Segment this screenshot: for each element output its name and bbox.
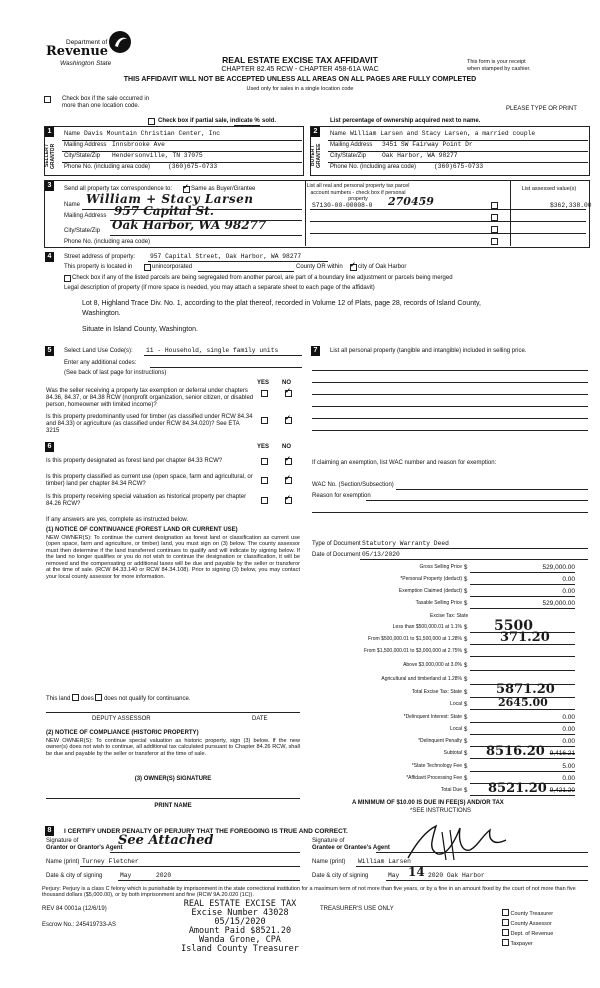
corr-name[interactable]: William + Stacy Larsen [86, 192, 254, 206]
treasurer-stamp [160, 900, 320, 954]
doc-type[interactable]: Statutory Warranty Deed [362, 540, 449, 547]
property-street[interactable]: 957 Capital Street, Oak Harbor, WA 98277 [150, 253, 302, 260]
s5-q1: Was the seller receiving a property tax exemption or deferral under chapters 84.36, 84.37, or 84.38 RCW (nonprofit organization, senior citizen, or disabled person, homeowner with limited income)? [46, 388, 254, 408]
receipt-note-2: when stamped by cashier. [467, 66, 531, 72]
exemption-amount-label: Exemption Claimed (deduct) [398, 588, 462, 594]
does-not-checkbox[interactable] [95, 694, 102, 701]
local-value[interactable]: 2645.00 [498, 696, 548, 709]
print-name-label: PRINT NAME [154, 803, 192, 809]
proc-fee-label: *Affidavit Processing Fee [406, 775, 462, 781]
penalty-row: *Delinquent Penalty $ 0.00 [418, 738, 575, 745]
multi-location-checkbox[interactable] [44, 96, 51, 103]
grantor-date-month[interactable]: May [120, 872, 132, 879]
corr-phone-label: Phone No. (including area code) [64, 239, 151, 245]
parcel-header-1: List all real and personal property tax parcel [306, 183, 410, 189]
s6-q3-yes[interactable] [261, 497, 268, 504]
form-title: REAL ESTATE EXCISE TAX AFFIDAVIT [222, 55, 378, 65]
grantor-name-label: Name (print) [46, 859, 80, 865]
delinq-state-row: *Delinquent Interest: State $ 0.00 [403, 714, 575, 721]
dor-logo-mark [108, 30, 132, 54]
agency-line3: Washington State [60, 60, 112, 67]
s5-q2: Is this property predominantly used for timber (as classified under RCW 84.34 and 84.33) or agriculture (as classified under RCW 84.34.020)? See ETA 3215 [46, 414, 253, 434]
if-any-yes: If any answers are yes, complete as instructed below. [46, 517, 189, 523]
copy-dor: Dept. of Revenue [510, 931, 554, 937]
subtotal-struck: 9,416.21 [549, 750, 575, 757]
parcel-header-2: account numbers - check box if personal property [310, 190, 406, 203]
subtotal-row: Subtotal $ 8516.20 9,416.21 [443, 744, 575, 759]
land-label: This land [46, 696, 71, 702]
grantor-date-year[interactable]: 2020 [156, 872, 172, 879]
corr-name-label: Name [64, 202, 81, 208]
seller-address[interactable]: Innsbrooke Ave [112, 141, 165, 148]
legal-desc-line-3[interactable]: Situate in Island County, Washington. [82, 326, 198, 333]
land-use-code[interactable]: 11 - Household, single family units [146, 347, 279, 354]
s5-q1-yes[interactable] [261, 390, 268, 397]
grantee-name-label: Name (print) [312, 859, 346, 865]
tier2-value[interactable]: 371.20 [500, 630, 550, 645]
grantee-date-month[interactable]: May [388, 872, 400, 879]
corr-city[interactable]: Oak Harbor, WA 98277 [112, 218, 267, 232]
tier1-row: Less than $500,000.01 at 1.1% $ 5500 [310, 624, 590, 634]
seller-name-label: Name [64, 131, 81, 137]
tier1-value[interactable]: 5500 [494, 618, 533, 634]
buyer-phone[interactable]: (360)675-0733 [434, 163, 484, 170]
section-1-badge: 1 [45, 127, 54, 137]
seller-city-label: City/State/Zip [64, 153, 101, 159]
assessed-header: List assessed value(s) [521, 186, 577, 192]
grantee-date-label: Date & city of signing [312, 873, 369, 879]
delinq-state-value[interactable]: 0.00 [562, 714, 575, 721]
total-state-label: Total Excise Tax: State [411, 689, 462, 695]
tier2-row: From $500,000.01 to $1,500,000 at 1.28% $ 371.20 [310, 636, 590, 646]
tier4-row: Above $3,000,000 at 3.0% $ [310, 662, 590, 672]
segregation-label: Check box if any of the listed parcels are being segregated from another parcel, are part of a boundary line adjustment or parcels being merged [72, 275, 453, 281]
copy-dor-checkbox[interactable] [502, 929, 509, 936]
penalty-value[interactable]: 0.00 [562, 738, 575, 745]
land-qualify-label [46, 693, 190, 703]
sold-label: sold. [262, 118, 277, 124]
delinq-state-label: *Delinquent Interest: State [403, 714, 462, 720]
s6-q2-yes[interactable] [261, 477, 268, 484]
s6-q1-yes[interactable] [261, 458, 268, 465]
tier4-label: Above $3,000,000 at 3.0% [403, 662, 462, 668]
see-back-note: (See back of last page for instructions) [64, 370, 167, 376]
proc-fee-value[interactable]: 0.00 [562, 775, 575, 782]
escrow-number: Escrow No.: 245419733-AS [42, 922, 117, 928]
s6-q3: Is this property receiving special valuation as historical property per chapter 84.26 RCW? [46, 494, 247, 507]
unincorporated-checkbox[interactable] [144, 264, 151, 271]
stamp-line-1: REAL ESTATE EXCISE TAX [183, 899, 297, 909]
assessed-value[interactable]: $362,338.00 [550, 202, 592, 209]
additional-codes-label: Enter any additional codes: [64, 360, 137, 366]
dor-logo [44, 30, 134, 72]
exemption-claim-label: If claiming an exemption, list WAC number and reason for exemption: [312, 460, 497, 466]
seller-side-label: SELLER / GRANTOR [44, 143, 56, 169]
partial-sale-checkbox[interactable] [148, 118, 155, 125]
perjury-notice [42, 886, 590, 899]
tech-fee-value[interactable]: 5.00 [562, 763, 575, 770]
seller-city[interactable]: Hendersonville, TN 37075 [112, 152, 203, 159]
segregation-checkbox[interactable] [64, 275, 71, 282]
personal-prop-label: *Personal Property (deduct) [400, 576, 462, 582]
corr-address[interactable]: 957 Capital St. [114, 204, 214, 218]
buyer-address-label: Mailing Address [330, 142, 373, 148]
seller-name[interactable]: Davis Mountain Christian Center, Inc [84, 130, 221, 137]
grantor-signature[interactable]: See Attached [118, 833, 214, 848]
exemption-reason-label: Reason for exemption [312, 493, 371, 499]
gross-price-value[interactable]: 529,000.00 [542, 564, 575, 571]
copy-treasurer: County Treasurer [510, 911, 554, 917]
certify-statement: I CERTIFY UNDER PENALTY OF PERJURY THAT THE FOREGOING IS TRUE AND CORRECT. [64, 828, 348, 835]
buyer-city-label: City/State/Zip [330, 153, 367, 159]
agency-line2: Revenue [46, 44, 109, 59]
parcel-personal-checkbox-3[interactable] [491, 226, 498, 233]
local-row: Local $ 2645.00 [310, 701, 590, 711]
s6-yes-header: YES [257, 444, 270, 450]
excise-state-label: Excise Tax: State [430, 613, 469, 619]
notice2-title: (2) NOTICE OF COMPLIANCE (HISTORIC PROPERTY) [46, 730, 199, 736]
form-number: REV 84 0001a (12/6/19) [42, 906, 107, 912]
form-subtitle: CHAPTER 82.45 RCW - CHAPTER 458-61A WAC [221, 66, 379, 73]
doc-type-label: Type of Document [312, 541, 361, 547]
section-6-badge: 6 [45, 442, 54, 452]
parcel-personal-checkbox-1[interactable] [491, 202, 498, 209]
legal-desc-label: Legal description of property (if more space is needed, you may attach a separate sheet to each page of the affidavit) [64, 285, 375, 291]
legal-desc-line-1[interactable]: Lot 8, Highland Trace Div. No. 1, according to the plat thereof, recorded in Volume 12 of Plats, page 28, records of Island County, [82, 300, 481, 307]
gross-price-label: Gross Selling Price [419, 564, 462, 570]
buyer-side-label: BUYER / GRANTEE [310, 143, 322, 169]
section-3-badge: 3 [45, 181, 54, 191]
doc-date[interactable]: 05/13/2020 [362, 551, 400, 558]
s5-q2-no[interactable] [285, 417, 292, 424]
located-label-1: This property is located in [64, 264, 133, 270]
section-7-badge: 7 [311, 346, 320, 356]
section-4-badge: 4 [45, 252, 54, 262]
s6-no-header: NO [282, 444, 291, 450]
personal-prop-row: *Personal Property (deduct) $ 0.00 [400, 576, 575, 583]
personal-property-label: List all personal property (tangible and intangible) included in selling price. [330, 348, 527, 354]
notice1-title: (1) NOTICE OF CONTINUANCE (FOREST LAND OR CURRENT USE) [46, 527, 238, 533]
treasurer-use-label: TREASURER'S USE ONLY [320, 906, 394, 912]
corr-city-label: City/State/Zip [64, 228, 101, 234]
personal-prop-value[interactable]: 0.00 [562, 576, 575, 583]
tier2-label: From $500,000.01 to $1,500,000 at 1.28% [368, 636, 462, 642]
total-due-row: Total Due $ 8521.20 9,421.20 [440, 781, 575, 796]
s6-q2: Is this property classified as current use (open space, farm and agricultural, or timber) land per chapter 84.34 RCW? [46, 474, 253, 487]
grantee-sig-label-2: Grantee or Grantee's Agent [312, 845, 390, 851]
notice1-body: NEW OWNER(S): To continue the current designation as forest land or classification as current use (open space, farm and agriculture, or timber) land, you must sign on (3) below. The county assessor must then determine if the land transferred continues to qualify and will indicate by signing below. If the land no longer qualifies or you do not wish to continue the designation or classification, it will be removed and the compensating or additional taxes will be due and payable by the seller or transferor at the time of sale. (RCW 84.33.140 or RCW 84.34.108). Prior to signing (3) below, you may contact your local county assessor for more information. [46, 535, 300, 580]
copy-treasurer-checkbox[interactable] [502, 909, 509, 916]
copy-taxpayer-checkbox[interactable] [502, 939, 509, 946]
delinq-local-row: Local $ 0.00 [450, 726, 575, 733]
seller-address-label: Mailing Address [64, 142, 107, 148]
owner-signature-label: (3) OWNER(S) SIGNATURE [134, 776, 212, 782]
grantor-name[interactable]: Turney Fletcher [82, 858, 139, 865]
seller-phone[interactable]: (360)675-0733 [168, 163, 218, 170]
ag-row: Agricultural and timberland at 1.28% $ [310, 676, 590, 686]
tier3-label: From $1,500,000.01 to $3,000,000 at 2.75% [363, 648, 462, 654]
seller-phone-label: Phone No. (including area code) [64, 164, 151, 170]
form-warning: THIS AFFIDAVIT WILL NOT BE ACCEPTED UNLESS ALL AREAS ON ALL PAGES ARE FULLY COMPLETED [123, 76, 477, 83]
subtotal-label: Subtotal [443, 750, 462, 756]
parcel-number[interactable]: S7130-00-00008-0 [312, 202, 373, 209]
exemption-row: Exemption Claimed (deduct) $ 0.00 [398, 588, 575, 595]
see-instructions-note: *SEE INSTRUCTIONS [410, 808, 472, 814]
local-label: Local [450, 701, 462, 707]
copy-taxpayer: Taxpayer [510, 941, 533, 947]
parcel-personal-checkbox-4[interactable] [491, 238, 498, 245]
deputy-assessor-label: DEPUTY ASSESSOR [92, 716, 151, 722]
exemption-amount-value[interactable]: 0.00 [562, 588, 575, 595]
taxable-price-row: Taxable Selling Price $ 529,000.00 [415, 600, 575, 607]
total-due-label: Total Due [440, 787, 462, 793]
penalty-label: *Delinquent Penalty [418, 738, 462, 744]
located-label-3: County OR within [296, 264, 343, 270]
stamp-line-5: Wanda Grone, CPA [199, 934, 281, 945]
deputy-date-label: DATE [252, 716, 268, 722]
total-state-value[interactable]: 5871.20 [496, 682, 555, 697]
s5-yes-header: YES [257, 380, 270, 386]
doc-date-label: Date of Document [312, 552, 361, 558]
buyer-phone-label: Phone No. (including area code) [330, 164, 417, 170]
agency-line1: Department of [66, 39, 108, 46]
city-checkbox[interactable] [350, 264, 357, 271]
grantee-date-day[interactable]: 14 [408, 865, 425, 879]
stamp-line-3: 05/15/2020 [214, 916, 266, 927]
parcel-number-handwritten: 270459 [388, 195, 434, 208]
taxable-price-value[interactable]: 529,000.00 [542, 600, 575, 607]
gross-price-row: Gross Selling Price $ 529,000.00 [419, 564, 575, 571]
minimum-due-note: A MINIMUM OF $10.00 IS DUE IN FEE(S) AND/OR TAX [352, 800, 504, 806]
receipt-note-1: This form is your receipt [467, 59, 526, 65]
stamp-line-6: Island County Treasurer [181, 943, 299, 954]
single-location-note: Used only for sales in a single location code [246, 86, 354, 92]
section-2-badge: 2 [311, 127, 320, 137]
send-correspondence-label: Send all property tax correspondence to: [64, 186, 173, 192]
s5-q2-yes[interactable] [261, 417, 268, 424]
buyer-city[interactable]: Oak Harbor, WA 98277 [382, 152, 458, 159]
s6-q2-no[interactable] [285, 477, 292, 484]
s6-q3-no[interactable] [285, 497, 292, 504]
total-due-value[interactable]: 8521.20 [488, 781, 547, 796]
grantee-date-rest[interactable]: 2020 Oak Harbor [428, 872, 485, 879]
same-as-buyer-label: Same as Buyer/Grantee [191, 186, 256, 192]
grantee-sig-label-1: Signature of [312, 838, 345, 844]
notice2-body: NEW OWNER(S): To continue special valuation as historic property, sign (3) below. If the new owner(s) does not wish to continue, all additional tax calculated pursuant to Chapter 84.26 RCW, shall be due and payable by the seller or transferor at the time of sale. [46, 738, 300, 757]
proc-fee-row: *Affidavit Processing Fee $ 0.00 [406, 775, 575, 782]
buyer-name[interactable]: William Larsen and Stacy Larsen, a married couple [350, 130, 536, 137]
multi-location-label-1: Check box if the sale occurred in [62, 96, 150, 102]
buyer-name-label: Name [330, 131, 347, 137]
tech-fee-label: *State Technology Fee [411, 763, 462, 769]
s5-no-header: NO [282, 380, 291, 386]
tier3-row: From $1,500,000.01 to $3,000,000 at 2.75% $ [310, 648, 590, 658]
does-checkbox[interactable] [72, 694, 79, 701]
corr-address-label: Mailing Address [64, 213, 107, 219]
subtotal-value[interactable]: 8516.20 [486, 744, 545, 759]
ownership-note: List percentage of ownership acquired next to name. [330, 118, 481, 124]
parcel-personal-checkbox-2[interactable] [491, 214, 498, 221]
copy-assessor-checkbox[interactable] [502, 919, 509, 926]
delinq-local-label: Local [450, 726, 462, 732]
tech-fee-row: *State Technology Fee $ 5.00 [411, 763, 575, 770]
stamp-line-2: Excise Number 43028 [191, 907, 289, 918]
s6-q1-no[interactable] [285, 458, 292, 465]
grantor-sig-label-2: Grantor or Grantor's Agent [46, 845, 123, 851]
grantee-signature[interactable] [398, 820, 518, 866]
s5-q1-no[interactable] [285, 390, 292, 397]
located-label-2: unincorporated [152, 264, 193, 270]
does-not-label: does not qualify for continuance. [104, 696, 191, 702]
partial-sale-label: Check box if partial sale, indicate % [158, 118, 260, 124]
legal-desc-line-2[interactable]: Washington. [82, 310, 121, 317]
total-state-row: Total Excise Tax: State $ 5871.20 [310, 689, 590, 699]
located-label-4: city of Oak Harbor [358, 264, 407, 270]
grantee-name[interactable]: William Larsen [358, 858, 411, 865]
copy-assessor: County Assessor [510, 921, 552, 927]
perjury-text: Perjury: Perjury is a class C felony which is punishable by imprisonment in the state correctional institution for a maximum term of not more than five years, or by a fine in an amount fixed by the court of not more than five thousand dollars ($5,000.00), or by both imprisonment and fine (RCW 9A.20.020 (1C)). [42, 886, 576, 899]
total-due-struck: 9,421.20 [549, 787, 575, 794]
section-5-badge: 5 [45, 346, 54, 356]
s6-q1: Is this property designated as forest land per chapter 84.33 RCW? [46, 458, 223, 464]
copy-distribution [502, 908, 553, 948]
buyer-address[interactable]: 3451 SW Fairway Point Dr [382, 141, 473, 148]
wac-label: WAC No. (Section/Subsection) [312, 482, 394, 488]
tier1-label: Less than $500,000.01 at 1.1% [392, 624, 462, 630]
ag-label: Agricultural and timberland at 1.28% [381, 676, 462, 682]
delinq-local-value[interactable]: 0.00 [562, 726, 575, 733]
section-8-badge: 8 [45, 826, 54, 836]
please-type-note: PLEASE TYPE OR PRINT [506, 106, 577, 112]
land-use-label: Select Land Use Code(s): [64, 348, 133, 354]
taxable-price-label: Taxable Selling Price [415, 600, 462, 606]
street-label: Street address of property: [64, 254, 136, 260]
grantor-sig-label-1: Signature of [46, 838, 79, 844]
stamp-line-4: Amount Paid $8521.20 [188, 925, 292, 936]
multi-location-label-2: more than one location code. [62, 103, 140, 109]
does-label: does [80, 696, 94, 702]
grantor-date-label: Date & city of signing [46, 873, 103, 879]
